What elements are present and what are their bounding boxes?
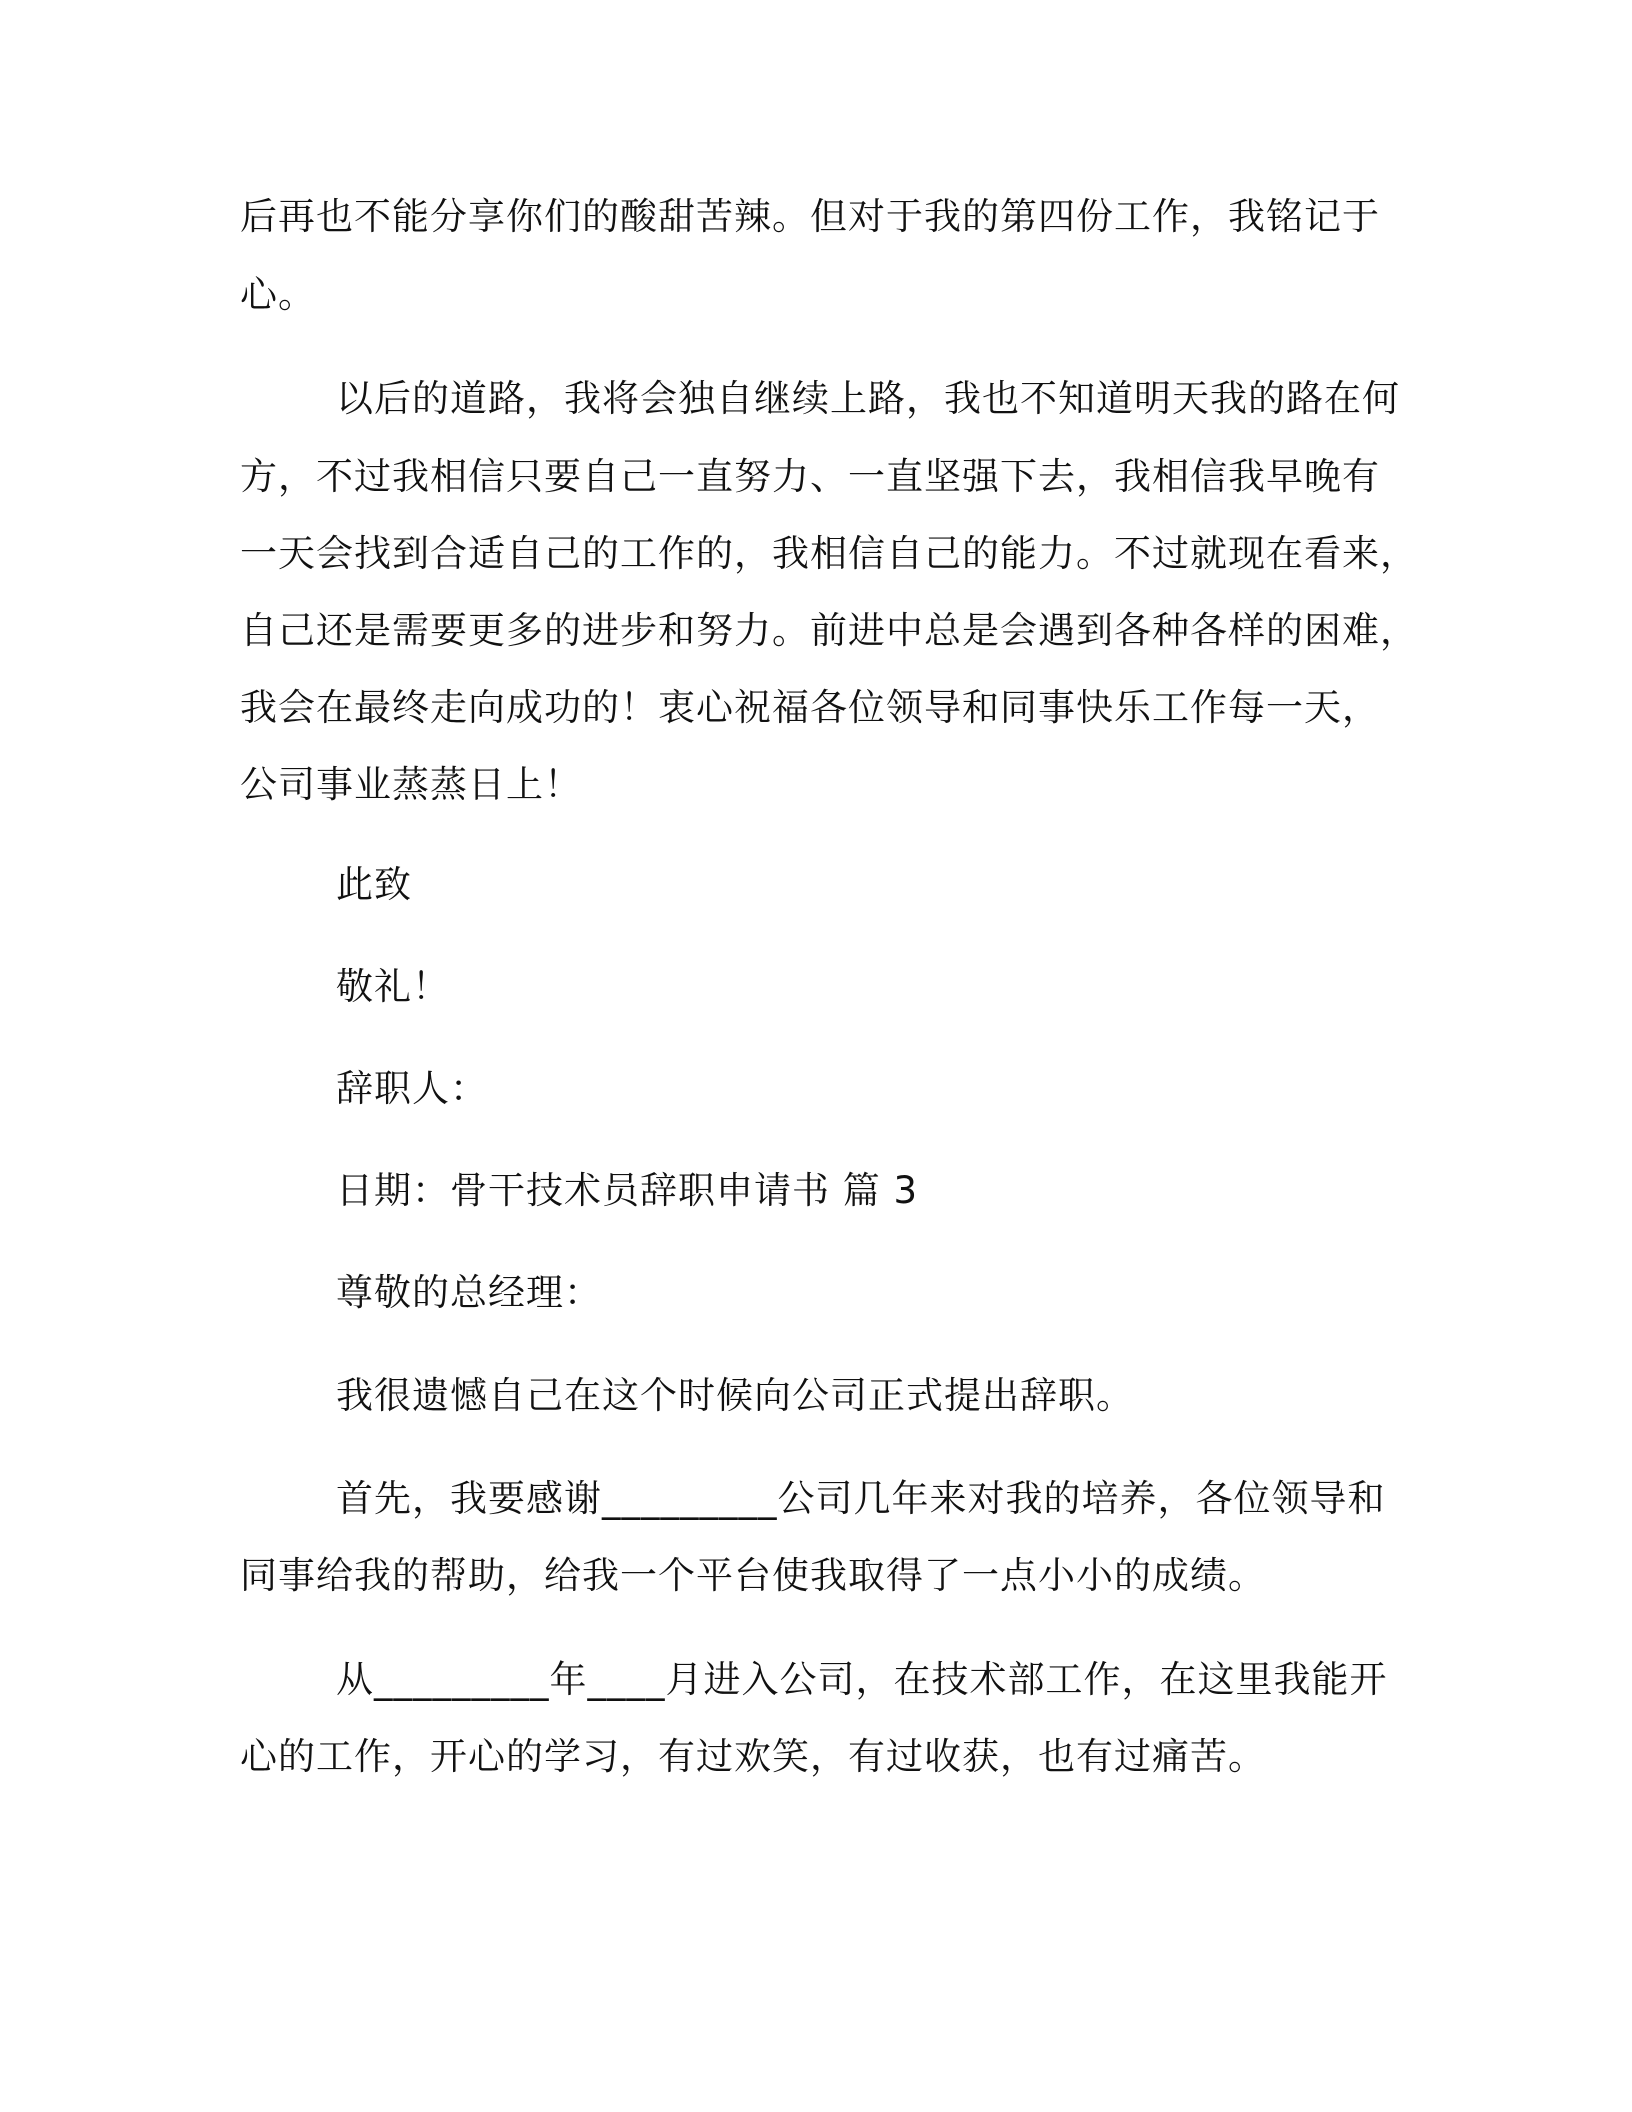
paragraph-line: 自己还是需要更多的进步和努力。前进中总是会遇到各种各样的困难， xyxy=(240,609,1418,652)
closing-respect: 敬礼！ xyxy=(336,965,450,1008)
paragraph-line: 一天会找到合适自己的工作的，我相信自己的能力。不过就现在看来， xyxy=(240,532,1418,575)
signature-label: 辞职人： xyxy=(336,1067,488,1110)
paragraph-line: 心。 xyxy=(240,273,316,316)
paragraph-line: 方，不过我相信只要自己一直努力、一直坚强下去，我相信我早晚有 xyxy=(240,455,1380,498)
closing-salutation: 此致 xyxy=(336,863,412,906)
paragraph-line: 从_________年____月进入公司，在技术部工作，在这里我能开 xyxy=(336,1658,1388,1701)
paragraph-line: 公司事业蒸蒸日上！ xyxy=(240,763,582,806)
letter-greeting: 尊敬的总经理： xyxy=(336,1271,602,1314)
paragraph-line: 同事给我的帮助，给我一个平台使我取得了一点小小的成绩。 xyxy=(240,1554,1266,1597)
paragraph-line: 我会在最终走向成功的！衷心祝福各位领导和同事快乐工作每一天， xyxy=(240,686,1380,729)
paragraph-line: 后再也不能分享你们的酸甜苦辣。但对于我的第四份工作，我铭记于 xyxy=(240,195,1380,238)
date-and-section-title: 日期：骨干技术员辞职申请书 篇 3 xyxy=(336,1169,919,1212)
paragraph-line: 以后的道路，我将会独自继续上路，我也不知道明天我的路在何 xyxy=(336,377,1400,420)
paragraph-line: 我很遗憾自己在这个时候向公司正式提出辞职。 xyxy=(336,1374,1134,1417)
paragraph-line: 心的工作，开心的学习，有过欢笑，有过收获，也有过痛苦。 xyxy=(240,1735,1266,1778)
paragraph-line: 首先，我要感谢_________公司几年来对我的培养，各位领导和 xyxy=(336,1477,1386,1520)
